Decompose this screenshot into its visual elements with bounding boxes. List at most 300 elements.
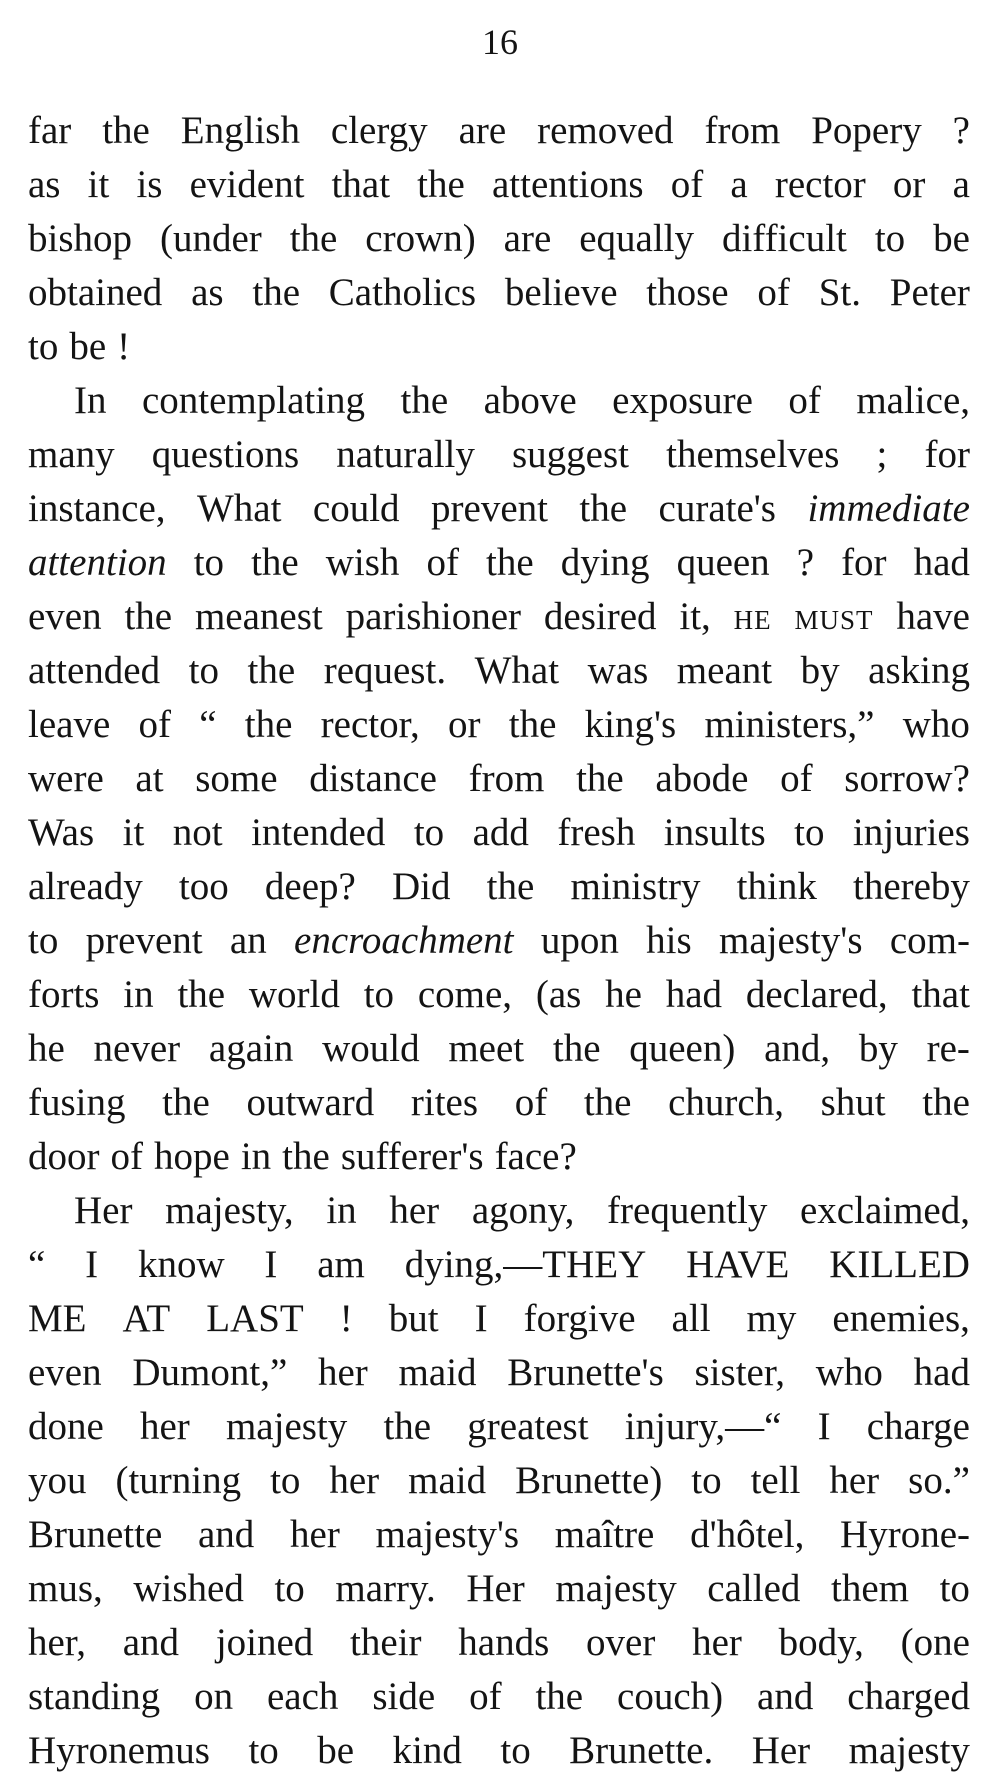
word: the (400, 379, 449, 422)
word: many (28, 433, 115, 476)
word: Brunette's (507, 1351, 664, 1394)
word: difficult (721, 217, 847, 260)
word: already (28, 865, 143, 908)
word: church, (668, 1081, 784, 1124)
word: are (458, 109, 507, 152)
word: evident (189, 163, 305, 206)
word: ! (117, 325, 131, 368)
word: hands (458, 1621, 550, 1664)
word: bishop (28, 217, 133, 260)
word: charge (866, 1405, 970, 1448)
word: even (28, 595, 102, 638)
text-line (28, 428, 970, 482)
word: them (831, 1567, 909, 1610)
word: that (911, 973, 970, 1016)
text-line (28, 482, 970, 536)
word: to (188, 649, 219, 692)
text-line (28, 1022, 970, 1076)
word: Brunette) (515, 1459, 663, 1502)
word: hope (154, 1135, 230, 1178)
word: never (93, 1027, 181, 1070)
word: LAST (206, 1297, 304, 1340)
text-line (28, 590, 970, 644)
text-line (28, 1508, 970, 1562)
word: side (372, 1675, 436, 1718)
word: of (670, 163, 704, 206)
text-line (28, 1130, 970, 1184)
text-line (28, 1238, 970, 1292)
text-line (28, 1616, 970, 1670)
word: re- (926, 1027, 970, 1070)
word: the (552, 1027, 601, 1070)
word: curate's (658, 487, 776, 530)
word: are (503, 217, 552, 260)
word: naturally (336, 433, 475, 476)
word: fresh (557, 811, 636, 854)
word: her (329, 1459, 380, 1502)
word: body, (778, 1621, 864, 1664)
word: her (318, 1351, 368, 1394)
word: and, (764, 1027, 831, 1070)
word: could (312, 487, 400, 530)
word: shut (820, 1081, 886, 1124)
word: standing (28, 1675, 161, 1718)
text-line (28, 1454, 970, 1508)
word: Hyrone- (840, 1513, 970, 1556)
word: deep? (264, 865, 356, 908)
word: of (110, 1135, 143, 1178)
word: insults (663, 811, 766, 854)
text-line (28, 212, 970, 266)
word: her (692, 1621, 742, 1664)
word: to (270, 1459, 301, 1502)
word: rector (774, 163, 866, 206)
word: for (841, 541, 887, 584)
word: suggest (512, 433, 629, 476)
word: attentions (491, 163, 644, 206)
text-line (28, 698, 970, 752)
word: meant (676, 649, 773, 692)
word: the (244, 703, 293, 746)
word: not (172, 811, 223, 854)
word: am (317, 1243, 365, 1286)
word: and (198, 1513, 255, 1556)
word: Her (466, 1567, 525, 1610)
word: fusing (28, 1081, 126, 1124)
word: request. (323, 649, 447, 692)
word: in (123, 973, 154, 1016)
word: called (707, 1567, 801, 1610)
text-line (28, 806, 970, 860)
word: each (266, 1675, 339, 1718)
word: intended (251, 811, 386, 854)
word: he (28, 1027, 65, 1070)
word: maid (408, 1459, 487, 1502)
word: those (646, 271, 729, 314)
text-line (28, 1400, 970, 1454)
word: think (736, 865, 817, 908)
word: believe (504, 271, 618, 314)
word: I (817, 1405, 831, 1448)
word: kind (392, 1729, 462, 1772)
word: be (317, 1729, 355, 1772)
word: the (576, 757, 624, 800)
word: obtained (28, 271, 163, 314)
text-line (28, 1184, 970, 1238)
word: is (136, 163, 163, 206)
word: sister, (694, 1351, 786, 1394)
word: Peter (889, 271, 970, 314)
word: come, (417, 973, 513, 1016)
word: it (87, 163, 110, 206)
word: were (28, 757, 104, 800)
word: had (913, 541, 970, 584)
text-line (28, 374, 970, 428)
word: to (274, 1567, 305, 1610)
word: far (28, 109, 72, 152)
text-line (28, 104, 970, 158)
word: injury,—“ (624, 1405, 782, 1448)
word: be (69, 325, 107, 368)
word: English (180, 109, 300, 152)
word: crown) (365, 217, 476, 260)
word: the (508, 703, 557, 746)
word: to (939, 1567, 970, 1610)
word: but (388, 1297, 439, 1340)
word: maître (554, 1513, 655, 1556)
word: I (264, 1243, 278, 1286)
word: attention (28, 541, 167, 584)
word: of (138, 703, 171, 746)
word: his (646, 919, 692, 962)
word: her (139, 1405, 190, 1448)
word: distance (309, 757, 437, 800)
text-line (28, 320, 970, 374)
word: face? (494, 1135, 577, 1178)
word: clergy (330, 109, 428, 152)
word: the (486, 865, 535, 908)
word: add (472, 811, 529, 854)
word: Was (28, 811, 95, 854)
word: the (102, 109, 150, 152)
word: Popery (811, 109, 922, 152)
word: her, (28, 1621, 86, 1664)
word: as (28, 163, 61, 206)
word: leave (28, 703, 111, 746)
word: of (788, 379, 821, 422)
word: in (326, 1189, 357, 1232)
text-line (28, 752, 970, 806)
word: (one (900, 1621, 970, 1664)
word: AT (122, 1297, 171, 1340)
word: immediate (807, 487, 970, 530)
word: the (162, 1081, 210, 1124)
word: (under (159, 217, 262, 260)
word: door (28, 1135, 100, 1178)
word: (as (535, 973, 582, 1016)
word: to (193, 541, 225, 584)
word: meanest (194, 595, 323, 638)
word: to (794, 811, 825, 854)
text-line (28, 860, 970, 914)
word: who (815, 1351, 883, 1394)
word: exposure (612, 379, 753, 422)
word: tell (750, 1459, 801, 1502)
word: that (331, 163, 391, 206)
word: was (587, 649, 649, 692)
word: from (468, 757, 545, 800)
text-line (28, 1346, 970, 1400)
word: of (757, 271, 790, 314)
word: the (579, 487, 628, 530)
word: the (922, 1081, 970, 1124)
word: attended (28, 649, 161, 692)
word: for (924, 433, 970, 476)
word: of (426, 541, 459, 584)
word: agony, (471, 1189, 575, 1232)
word: ! (339, 1297, 353, 1340)
word: must (794, 595, 874, 638)
word: ? (952, 109, 970, 152)
word: her (389, 1189, 440, 1232)
word: malice, (856, 379, 970, 422)
text-line (28, 914, 970, 968)
body-text (28, 104, 970, 1778)
word: the (289, 217, 338, 260)
word: ? (796, 541, 815, 584)
word: even (28, 1351, 102, 1394)
word: the (252, 271, 301, 314)
word: again (208, 1027, 294, 1070)
word: would (322, 1027, 420, 1070)
word: the (247, 649, 296, 692)
word: Her (74, 1189, 133, 1232)
word: injuries (852, 811, 970, 854)
word: queen (676, 541, 770, 584)
text-line (28, 158, 970, 212)
word: by (858, 1027, 898, 1070)
word: king's (584, 703, 677, 746)
word: instance, (28, 487, 166, 530)
word: wished (133, 1567, 244, 1610)
word: ministers,” (704, 703, 875, 746)
word: prevent (431, 487, 548, 530)
word: to (691, 1459, 722, 1502)
word: majesty (848, 1729, 970, 1772)
word: dying,—THEY (404, 1243, 647, 1286)
word: com- (889, 919, 970, 962)
word: Catholics (328, 271, 477, 314)
word: the (124, 595, 173, 638)
word: to (363, 973, 395, 1016)
word: forgive (523, 1297, 636, 1340)
word: dying (560, 541, 650, 584)
word: I (85, 1243, 99, 1286)
word: marry. (335, 1567, 436, 1610)
word: majesty (225, 1405, 348, 1448)
word: from (704, 109, 781, 152)
word: forts (28, 973, 100, 1016)
word: asking (868, 649, 970, 692)
word: couch) (617, 1675, 724, 1718)
word: St. (818, 271, 861, 314)
word: rector, (320, 703, 420, 746)
word: Brunette (28, 1513, 163, 1556)
word: Her (751, 1729, 811, 1772)
word: so.” (908, 1459, 970, 1502)
word: sufferer's (340, 1135, 484, 1178)
word: it (122, 811, 145, 854)
word: desired (543, 595, 657, 638)
word: to (28, 325, 59, 368)
word: sorrow? (844, 757, 970, 800)
text-line (28, 536, 970, 590)
word: be (933, 217, 970, 260)
word: majesty's (718, 919, 863, 962)
word: thereby (852, 865, 970, 908)
word: What (474, 649, 560, 692)
word: or (448, 703, 481, 746)
word: the (251, 541, 299, 584)
word: Dumont,” (132, 1351, 288, 1394)
word: to (874, 217, 906, 260)
text-line (28, 266, 970, 320)
word: their (350, 1621, 422, 1664)
word: the (177, 973, 226, 1016)
word: charged (847, 1675, 970, 1718)
word: equally (579, 217, 695, 260)
word: know (137, 1243, 225, 1286)
word: meet (448, 1027, 525, 1070)
word: world (248, 973, 340, 1016)
text-line (28, 968, 970, 1022)
word: (turning (115, 1459, 242, 1502)
word: ministry (570, 865, 701, 908)
word: rites (410, 1081, 479, 1124)
word: upon (540, 919, 619, 962)
word: to (413, 811, 445, 854)
word: to (248, 1729, 279, 1772)
word: by (800, 649, 840, 692)
word: maid (398, 1351, 477, 1394)
word: prevent (85, 919, 203, 962)
word: majesty's (375, 1513, 520, 1556)
word: “ (28, 1243, 46, 1286)
word: joined (215, 1621, 314, 1664)
word: on (194, 1675, 234, 1718)
word: had (913, 1351, 970, 1394)
word: outward (246, 1081, 375, 1124)
word: as (191, 271, 224, 314)
word: of (469, 1675, 502, 1718)
word: to (500, 1729, 531, 1772)
word: done (28, 1405, 104, 1448)
text-line (28, 644, 970, 698)
word: “ (199, 703, 217, 746)
word: my (746, 1297, 797, 1340)
word: Brunette. (569, 1729, 714, 1772)
word: ; (876, 433, 888, 476)
word: a (730, 163, 748, 206)
word: the (486, 541, 534, 584)
word: questions (151, 433, 300, 476)
word: the (282, 1135, 330, 1178)
word: frequently (607, 1189, 768, 1232)
word: enemies, (832, 1297, 970, 1340)
word: d'hôtel, (690, 1513, 805, 1556)
page-number: 16 (482, 22, 518, 62)
word: of (780, 757, 813, 800)
word: an (229, 919, 267, 962)
word: the (383, 1405, 432, 1448)
text-line (28, 1724, 970, 1778)
word: I (474, 1297, 488, 1340)
word: abode (655, 757, 749, 800)
word: the (583, 1081, 632, 1124)
word: ME (28, 1297, 87, 1340)
text-line (28, 1292, 970, 1346)
word: greatest (467, 1405, 589, 1448)
word: themselves (666, 433, 840, 476)
word: in (240, 1135, 272, 1178)
word: her (829, 1459, 880, 1502)
word: majesty (555, 1567, 677, 1610)
word: of (514, 1081, 548, 1124)
word: contemplating (141, 379, 366, 422)
word: What (196, 487, 282, 530)
word: to (28, 919, 59, 962)
word: encroachment (294, 919, 514, 962)
word: a (952, 163, 970, 206)
word: removed (537, 109, 674, 152)
word: parishioner (345, 595, 522, 638)
word: some (195, 757, 278, 800)
word: at (135, 757, 164, 800)
word: KILLED (829, 1243, 970, 1286)
word: it, (679, 595, 711, 638)
word: declared, (745, 973, 888, 1016)
word: her (290, 1513, 340, 1556)
word: too (178, 865, 229, 908)
word: wish (325, 541, 400, 584)
word: or (892, 163, 926, 206)
word: queen) (629, 1027, 736, 1070)
word: Did (392, 865, 451, 908)
word: the (535, 1675, 584, 1718)
word: HAVE (686, 1243, 790, 1286)
word: who (902, 703, 970, 746)
text-line (28, 1076, 970, 1130)
word: he (733, 595, 772, 638)
word: Hyronemus (28, 1729, 210, 1772)
word: the (417, 163, 465, 206)
word: majesty, (165, 1189, 294, 1232)
word: mus, (28, 1567, 103, 1610)
text-line (28, 1670, 970, 1724)
word: had (665, 973, 723, 1016)
word: all (671, 1297, 711, 1340)
word: over (586, 1621, 656, 1664)
text-line (28, 1562, 970, 1616)
word: In (74, 379, 107, 422)
word: and (122, 1621, 180, 1664)
word: and (757, 1675, 814, 1718)
word: above (483, 379, 577, 422)
word: have (896, 595, 970, 638)
word: exclaimed, (799, 1189, 970, 1232)
word: he (605, 973, 642, 1016)
word: you (28, 1459, 87, 1502)
